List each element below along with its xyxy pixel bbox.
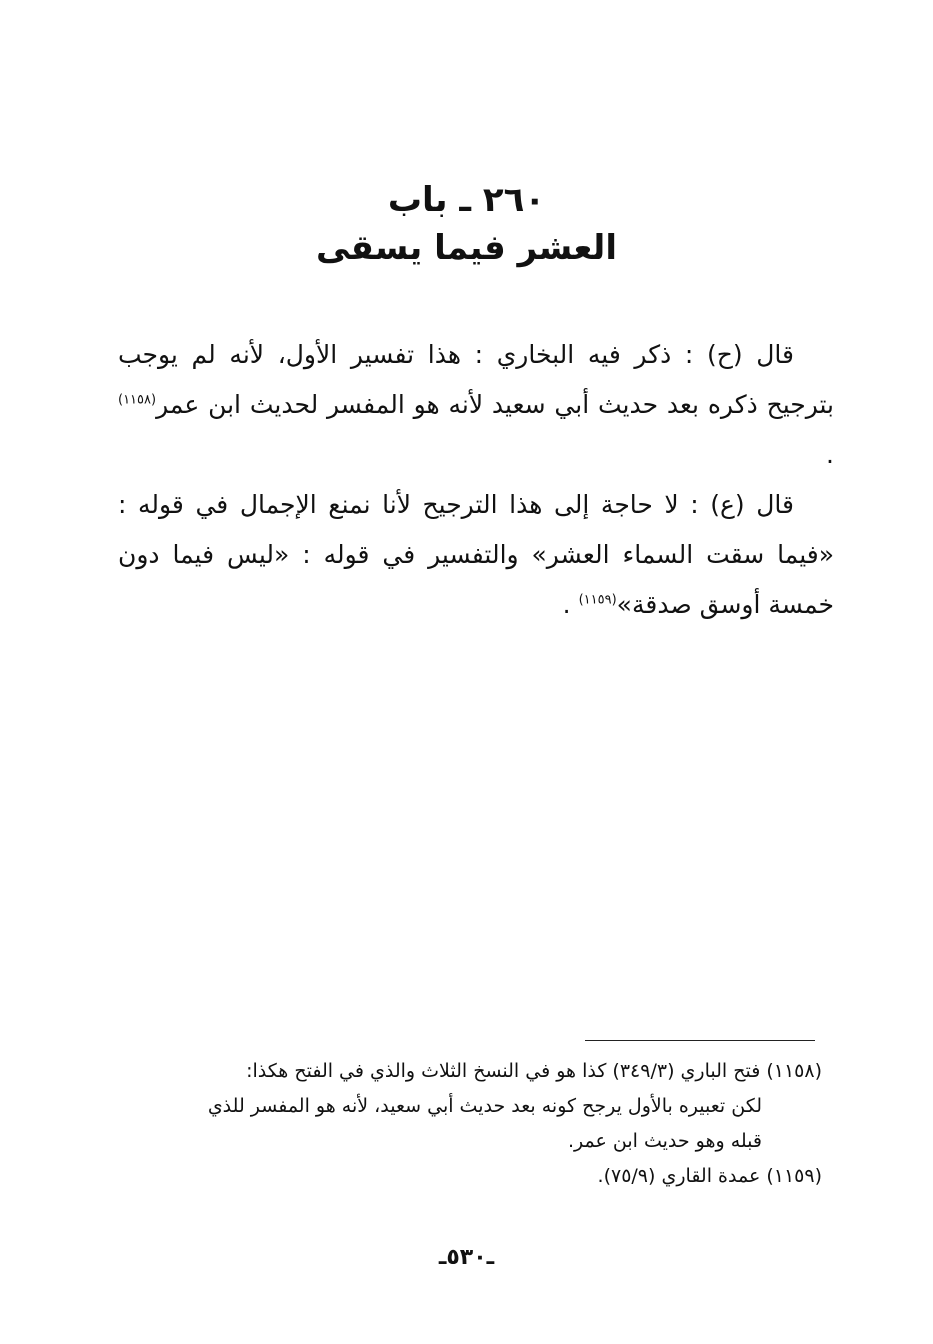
paragraph-2-end: . <box>562 590 571 619</box>
paragraph-1-text: قال (ح) : ذكر فيه البخاري : هذا تفسير الأول، لأنه لم يوجب بترجيح ذكره بعد حديث أبي سعيد لأنه هو المفسر لحديث ابن عمر <box>118 340 834 419</box>
paragraph-2-text: قال (ع) : لا حاجة إلى هذا الترجيح لأنا نمنع الإجمال في قوله : «فيما سقت السماء العشر» والتفسير في قوله : «ليس فيما دون خمسة أوسق صدقة» <box>118 490 834 619</box>
footnotes <box>110 1054 822 1194</box>
footnote-ref-1159: (١١٥٩) <box>578 592 617 608</box>
footnote-1159: (١١٥٩) عمدة القاري (٧٥/٩). <box>597 1165 822 1187</box>
footnote-1158-line-1: (١١٥٨) فتح الباري (٣٤٩/٣) كذا هو في النسخ الثلاث والذي في الفتح هكذا: <box>246 1060 822 1082</box>
footnote-1158-line-2: لكن تعبيره بالأول يرجح كونه بعد حديث أبي سعيد، لأنه هو المفسر للذي <box>207 1095 762 1117</box>
footnote-ref-1158: (١١٥٨) <box>118 392 157 408</box>
main-text <box>118 330 834 630</box>
chapter-number: ٢٦٠ ـ باب <box>387 180 546 220</box>
page-number: ـ٥٣٠ـ <box>438 1245 495 1270</box>
paragraph-1-end: . <box>826 440 834 469</box>
paragraph-1 <box>118 330 834 480</box>
footnote-1158-line-3: قبله وهو حديث ابن عمر. <box>568 1130 762 1152</box>
chapter-title: العشر فيما يسقى <box>316 228 617 268</box>
paragraph-2 <box>118 480 834 630</box>
footnote-separator <box>585 1040 815 1041</box>
